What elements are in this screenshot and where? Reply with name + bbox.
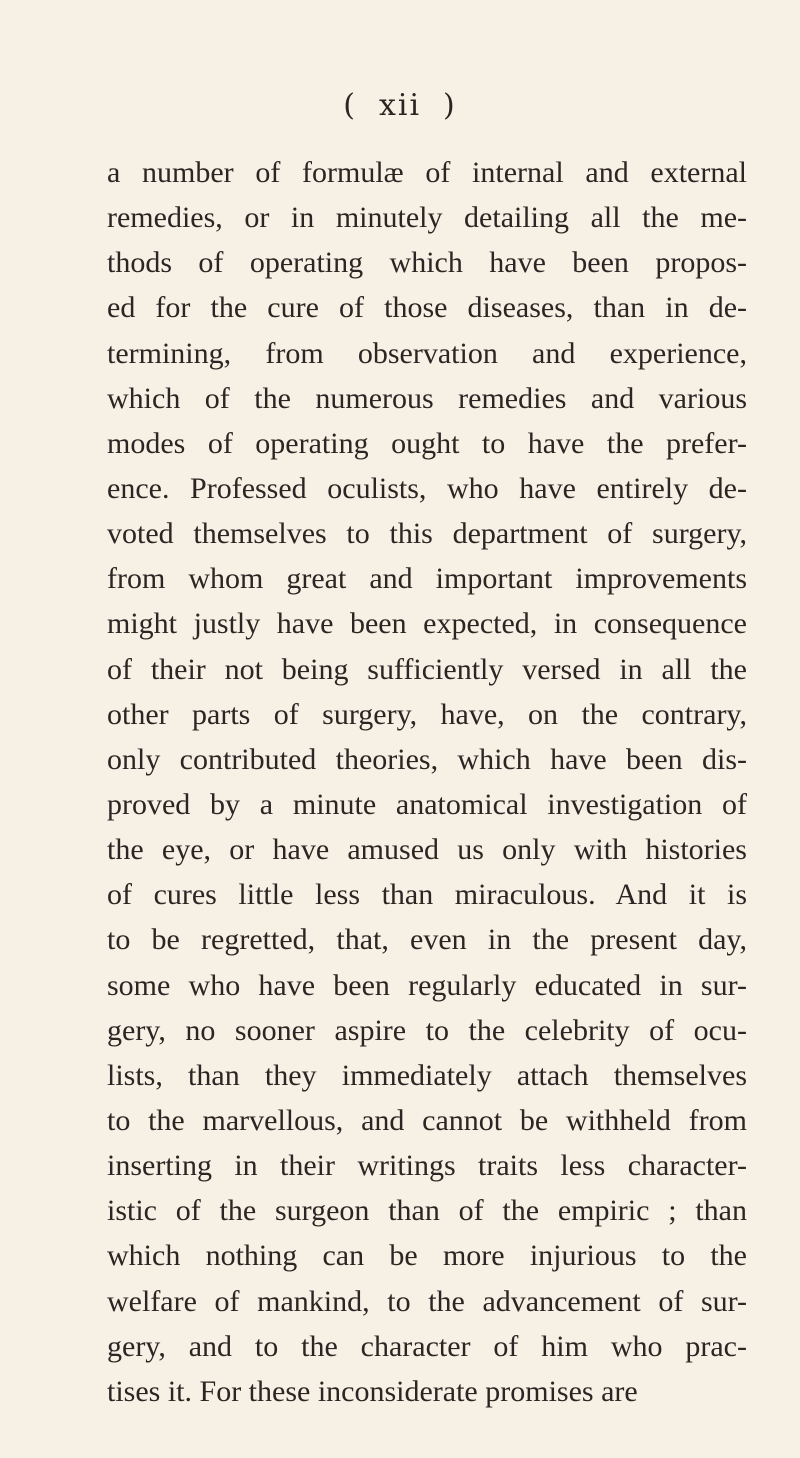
text-line: only contributed theories, which have been dis- [107,742,747,776]
text-line: lists, than they immediately attach themselves [107,1058,747,1092]
body-text [107,150,747,1414]
text-line: from whom great and important improvements [107,562,747,596]
text-line: the eye, or have amused us only with histories [107,833,747,867]
text-line: which nothing can be more injurious to the [107,1239,747,1273]
text-line: gery, and to the character of him who prac- [107,1329,747,1363]
text-line: other parts of surgery, have, on the contrary, [107,697,747,731]
text-line: ed for the cure of those diseases, than in de- [107,291,747,325]
text-line: thods of operating which have been propos- [107,246,747,280]
text-line: which of the numerous remedies and various [107,381,747,415]
text-line: termining, from observation and experience, [107,336,747,370]
text-line: inserting in their writings traits less character- [107,1149,747,1183]
text-line: of their not being sufficiently versed in all the [107,652,747,686]
text-line: ence. Professed oculists, who have entirely de- [107,471,747,505]
text-line: welfare of mankind, to the advancement of sur- [107,1284,747,1318]
text-line: to the marvellous, and cannot be withheld from [107,1103,747,1137]
page-header [0,88,800,123]
text-line: voted themselves to this department of surgery, [107,517,747,551]
close-paren: ) [443,88,457,123]
text-line: istic of the surgeon than of the empiric ; than [107,1194,747,1228]
text-line: tises it. For these inconsiderate promises are [107,1374,638,1408]
text-line: a number of formulæ of internal and external [107,156,747,189]
text-line: some who have been regularly educated in sur- [107,968,747,1002]
text-line: proved by a minute anatomical investigation of [107,787,747,821]
text-line: might justly have been expected, in consequence [107,607,747,641]
open-paren: ( [343,88,357,123]
text-line: of cures little less than miraculous. And it is [107,878,747,912]
text-line: gery, no sooner aspire to the celebrity of ocu- [107,1013,747,1047]
page-number: xii [378,88,422,123]
text-line: remedies, or in minutely detailing all the me- [107,201,747,235]
text-line: to be regretted, that, even in the present day, [107,923,747,957]
text-line: modes of operating ought to have the prefer- [107,426,747,460]
